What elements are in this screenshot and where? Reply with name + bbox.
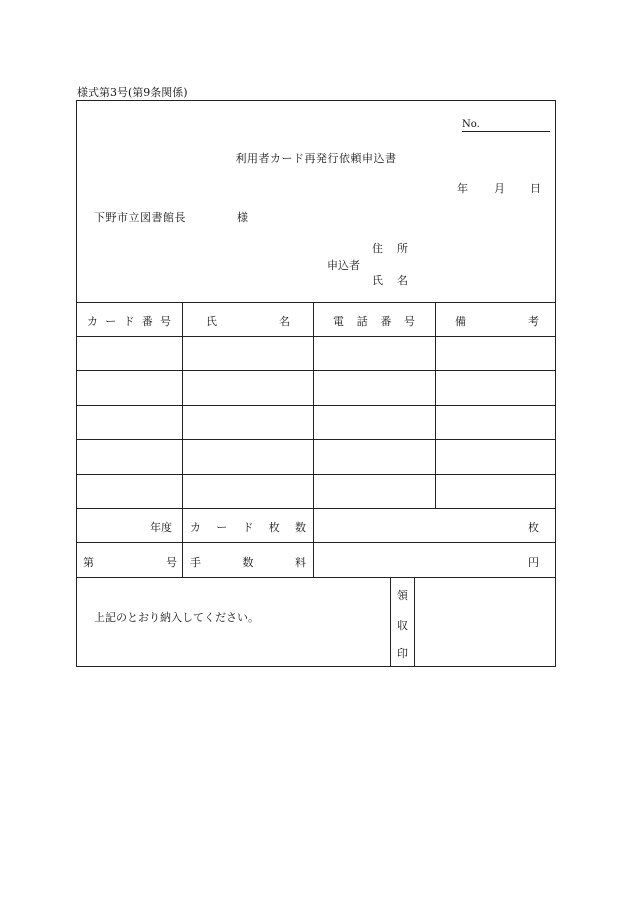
cell-remarks[interactable] [436, 440, 555, 474]
card-count-label: カ ー ド 枚 数 [190, 521, 306, 534]
header-remarks: 備 考 [455, 315, 539, 328]
cell-phone[interactable] [314, 475, 435, 508]
cell-remarks[interactable] [436, 371, 555, 405]
header-card-number: カ ー ド 番 号 [87, 315, 171, 328]
receipt-stamp-char: 収 [397, 619, 408, 632]
header-phone-number: 電 話 番 号 [333, 315, 415, 328]
honorific: 様 [237, 211, 248, 224]
cell-phone[interactable] [314, 440, 435, 474]
cell-card-number[interactable] [77, 475, 182, 508]
cell-remarks[interactable] [436, 406, 555, 439]
date-day-label: 日 [530, 182, 541, 195]
date-month-label: 月 [494, 182, 505, 195]
cell-card-number[interactable] [77, 337, 182, 370]
address-label: 住 所 [372, 242, 408, 255]
form-title: 利用者カード再発行依頼申込書 [235, 152, 397, 165]
yen-unit: 円 [528, 556, 539, 569]
receipt-number-label: 第 号 [83, 556, 177, 569]
cell-name[interactable] [183, 406, 313, 439]
fee-label: 手 数 料 [190, 556, 306, 569]
form-number-label: 様式第3号(第9条関係) [77, 86, 188, 99]
column-divider [390, 577, 391, 667]
header-name: 氏 名 [206, 315, 290, 328]
fee-value[interactable] [314, 543, 555, 577]
addressee: 下野市立図書館長 [94, 211, 186, 224]
name-label: 氏 名 [372, 274, 408, 287]
date-year-label: 年 [457, 182, 468, 195]
receipt-stamp-char: 領 [397, 589, 408, 602]
cell-card-number[interactable] [77, 406, 182, 439]
cell-name[interactable] [183, 337, 313, 370]
card-count-value[interactable] [314, 509, 555, 542]
payment-notice: 上記のとおり納入してください。 [94, 611, 259, 624]
cell-remarks[interactable] [436, 475, 555, 508]
cell-remarks[interactable] [436, 337, 555, 370]
receipt-stamp-box[interactable] [415, 578, 555, 666]
serial-number-field[interactable]: No. [462, 118, 550, 132]
cell-card-number[interactable] [77, 440, 182, 474]
cell-name[interactable] [183, 475, 313, 508]
cell-card-number[interactable] [77, 371, 182, 405]
fiscal-year-label: 年度 [150, 521, 172, 534]
sheets-unit: 枚 [528, 521, 539, 534]
cell-phone[interactable] [314, 337, 435, 370]
receipt-stamp-char: 印 [397, 647, 408, 660]
cell-name[interactable] [183, 440, 313, 474]
applicant-label: 申込者 [327, 259, 360, 272]
cell-name[interactable] [183, 371, 313, 405]
cell-phone[interactable] [314, 371, 435, 405]
cell-phone[interactable] [314, 406, 435, 439]
table-top-border [76, 302, 556, 303]
